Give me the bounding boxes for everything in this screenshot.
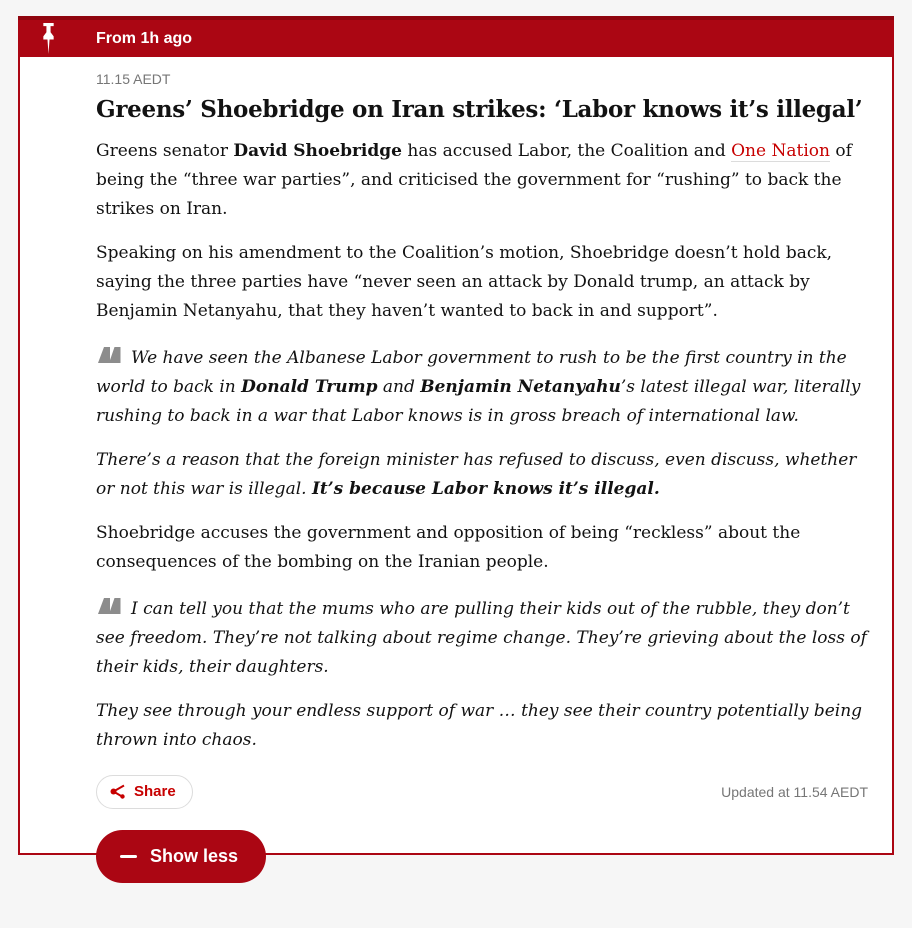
text-segment: Shoebridge accuses the government and opposition of being “reckless” about the consequences of the bombing on the Iranian people.: [96, 522, 801, 572]
paragraph: [96, 137, 868, 224]
pin-icon: [18, 23, 78, 54]
blockquote-paragraph: [96, 697, 868, 755]
minus-icon: [120, 855, 137, 858]
paragraph: [96, 519, 868, 577]
quote-text: [96, 599, 867, 677]
post-timestamp: 11.15 AEDT: [96, 71, 171, 87]
updated-timestamp: Updated at 11.54 AEDT: [721, 783, 868, 800]
share-icon: [109, 783, 127, 800]
pinned-post-block: [18, 16, 894, 866]
text-segment: Speaking on his amendment to the Coalition’s motion, Shoebridge doesn’t hold back, saying the three parties have “never seen an attack by Donald trump, an attack by Benjamin Netanyahu, that they haven’t wanted to back in and support”.: [96, 242, 833, 321]
post-footer: [96, 775, 868, 809]
text-segment: There’s a reason that the foreign minister has refused to discuss, even discuss, whether or not this war is illegal.: [96, 449, 857, 499]
show-less-button-label: Show less: [150, 845, 239, 866]
blockquote-paragraph: [96, 446, 868, 504]
text-segment: has accused Labor, the Coalition and: [401, 140, 732, 161]
post-title: Greens’ Shoebridge on Iran strikes: ‘Labor knows it’s illegal’: [96, 96, 863, 123]
pinned-bar-label[interactable]: From 1h ago: [96, 29, 193, 47]
text-segment: David Shoebridge: [233, 140, 402, 161]
text-segment: ’s latest illegal war, literally rushing to back in a war that Labor knows is in gross breach of international law.: [96, 376, 861, 426]
post-content: [18, 57, 894, 855]
text-segment: and: [377, 376, 421, 397]
text-segment: They see through your endless support of war … they see their country potentially being thrown into chaos.: [96, 700, 863, 750]
blockquote-paragraph: [96, 344, 868, 431]
text-segment: We have seen the Albanese Labor government to rush to be the first country in the world to back in: [96, 347, 847, 397]
quote-icon: [96, 344, 122, 373]
text-segment: It’s because Labor knows it’s illegal.: [311, 478, 660, 499]
blockquote-paragraph: [96, 595, 868, 682]
share-button-label: Share: [134, 783, 176, 801]
paragraph: [96, 239, 868, 326]
text-segment: Benjamin Netanyahu: [420, 376, 621, 397]
text-segment: of being the “three war parties”, and criticised the government for “rushing” to back the strikes on Iran.: [96, 140, 852, 219]
quote-icon: [96, 595, 122, 624]
show-less-button[interactable]: [96, 830, 266, 883]
inline-link[interactable]: One Nation: [731, 140, 830, 161]
quote-text: [96, 348, 860, 426]
share-button[interactable]: [96, 775, 193, 809]
text-segment: Donald Trump: [241, 376, 378, 397]
text-segment: I can tell you that the mums who are pulling their kids out of the rubble, they don’t see freedom. They’re not talking about regime change. They’re grieving about the loss of their kids, their daughters.: [96, 598, 867, 677]
text-segment: Greens senator: [96, 140, 234, 161]
pinned-bar: [18, 16, 894, 57]
